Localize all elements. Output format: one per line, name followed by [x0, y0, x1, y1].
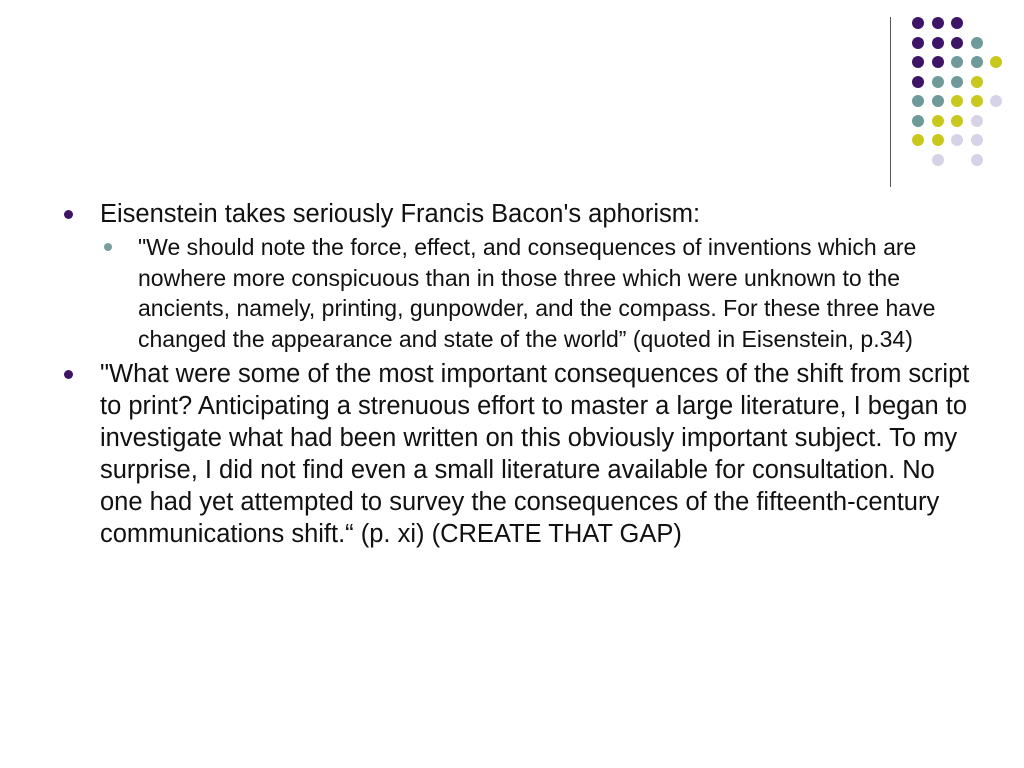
slide-content — [62, 198, 972, 554]
sub-bullet-text: "We should note the force, effect, and consequences of inventions which are nowhere more conspicuous than in those three which were unknown to the ancients, namely, printing, gunpowder, and the compass. For these three have changed the appearance and state of the world” (quoted in Eisenstein, p.34) — [138, 234, 936, 352]
decorative-dot — [912, 76, 924, 88]
decorative-dot — [971, 134, 983, 146]
bullet-dot-icon — [64, 210, 73, 219]
decorative-dot — [912, 37, 924, 49]
decorative-dot — [932, 95, 944, 107]
decorative-dot — [951, 115, 963, 127]
decorative-dot — [932, 37, 944, 49]
decorative-dot — [951, 95, 963, 107]
decorative-dot — [932, 115, 944, 127]
decorative-dot — [932, 134, 944, 146]
bullet-list — [62, 198, 972, 550]
decorative-dot — [932, 17, 944, 29]
decorative-dot — [951, 56, 963, 68]
bullet-text: Eisenstein takes seriously Francis Bacon's aphorism: — [100, 200, 701, 228]
decorative-dot — [912, 134, 924, 146]
decorative-dot — [951, 134, 963, 146]
decorative-dot-grid — [912, 17, 996, 162]
decorative-dot — [932, 56, 944, 68]
vertical-divider — [890, 17, 891, 187]
decorative-dot — [951, 37, 963, 49]
decorative-dot — [971, 76, 983, 88]
decorative-dot — [971, 154, 983, 166]
decorative-dot — [912, 95, 924, 107]
bullet-text: "What were some of the most important consequences of the shift from script to print? Anticipating a strenuous effort to master a large literature, I began to investigate what had been written on this obviously important subject. To my surprise, I did not find even a small literature available for consultation. No one had yet attempted to survey the consequences of the fifteenth-century communications shift.“ (p. xi) (CREATE THAT GAP) — [100, 360, 970, 548]
decorative-dot — [951, 76, 963, 88]
bullet-item — [62, 198, 972, 354]
decorative-dot — [971, 95, 983, 107]
decorative-dot — [990, 95, 1002, 107]
decorative-dot — [932, 154, 944, 166]
decorative-dot — [971, 115, 983, 127]
decorative-dot — [971, 56, 983, 68]
decorative-dot — [912, 17, 924, 29]
sub-bullet-item — [100, 232, 972, 354]
decorative-dot — [990, 56, 1002, 68]
sub-bullet-list — [100, 232, 972, 354]
bullet-dot-icon — [64, 370, 73, 379]
decorative-dot — [912, 56, 924, 68]
bullet-item — [62, 358, 972, 550]
decorative-dot — [932, 76, 944, 88]
sub-bullet-dot-icon — [104, 243, 112, 251]
decorative-dot — [912, 115, 924, 127]
decorative-dot — [951, 17, 963, 29]
decorative-dot — [971, 37, 983, 49]
